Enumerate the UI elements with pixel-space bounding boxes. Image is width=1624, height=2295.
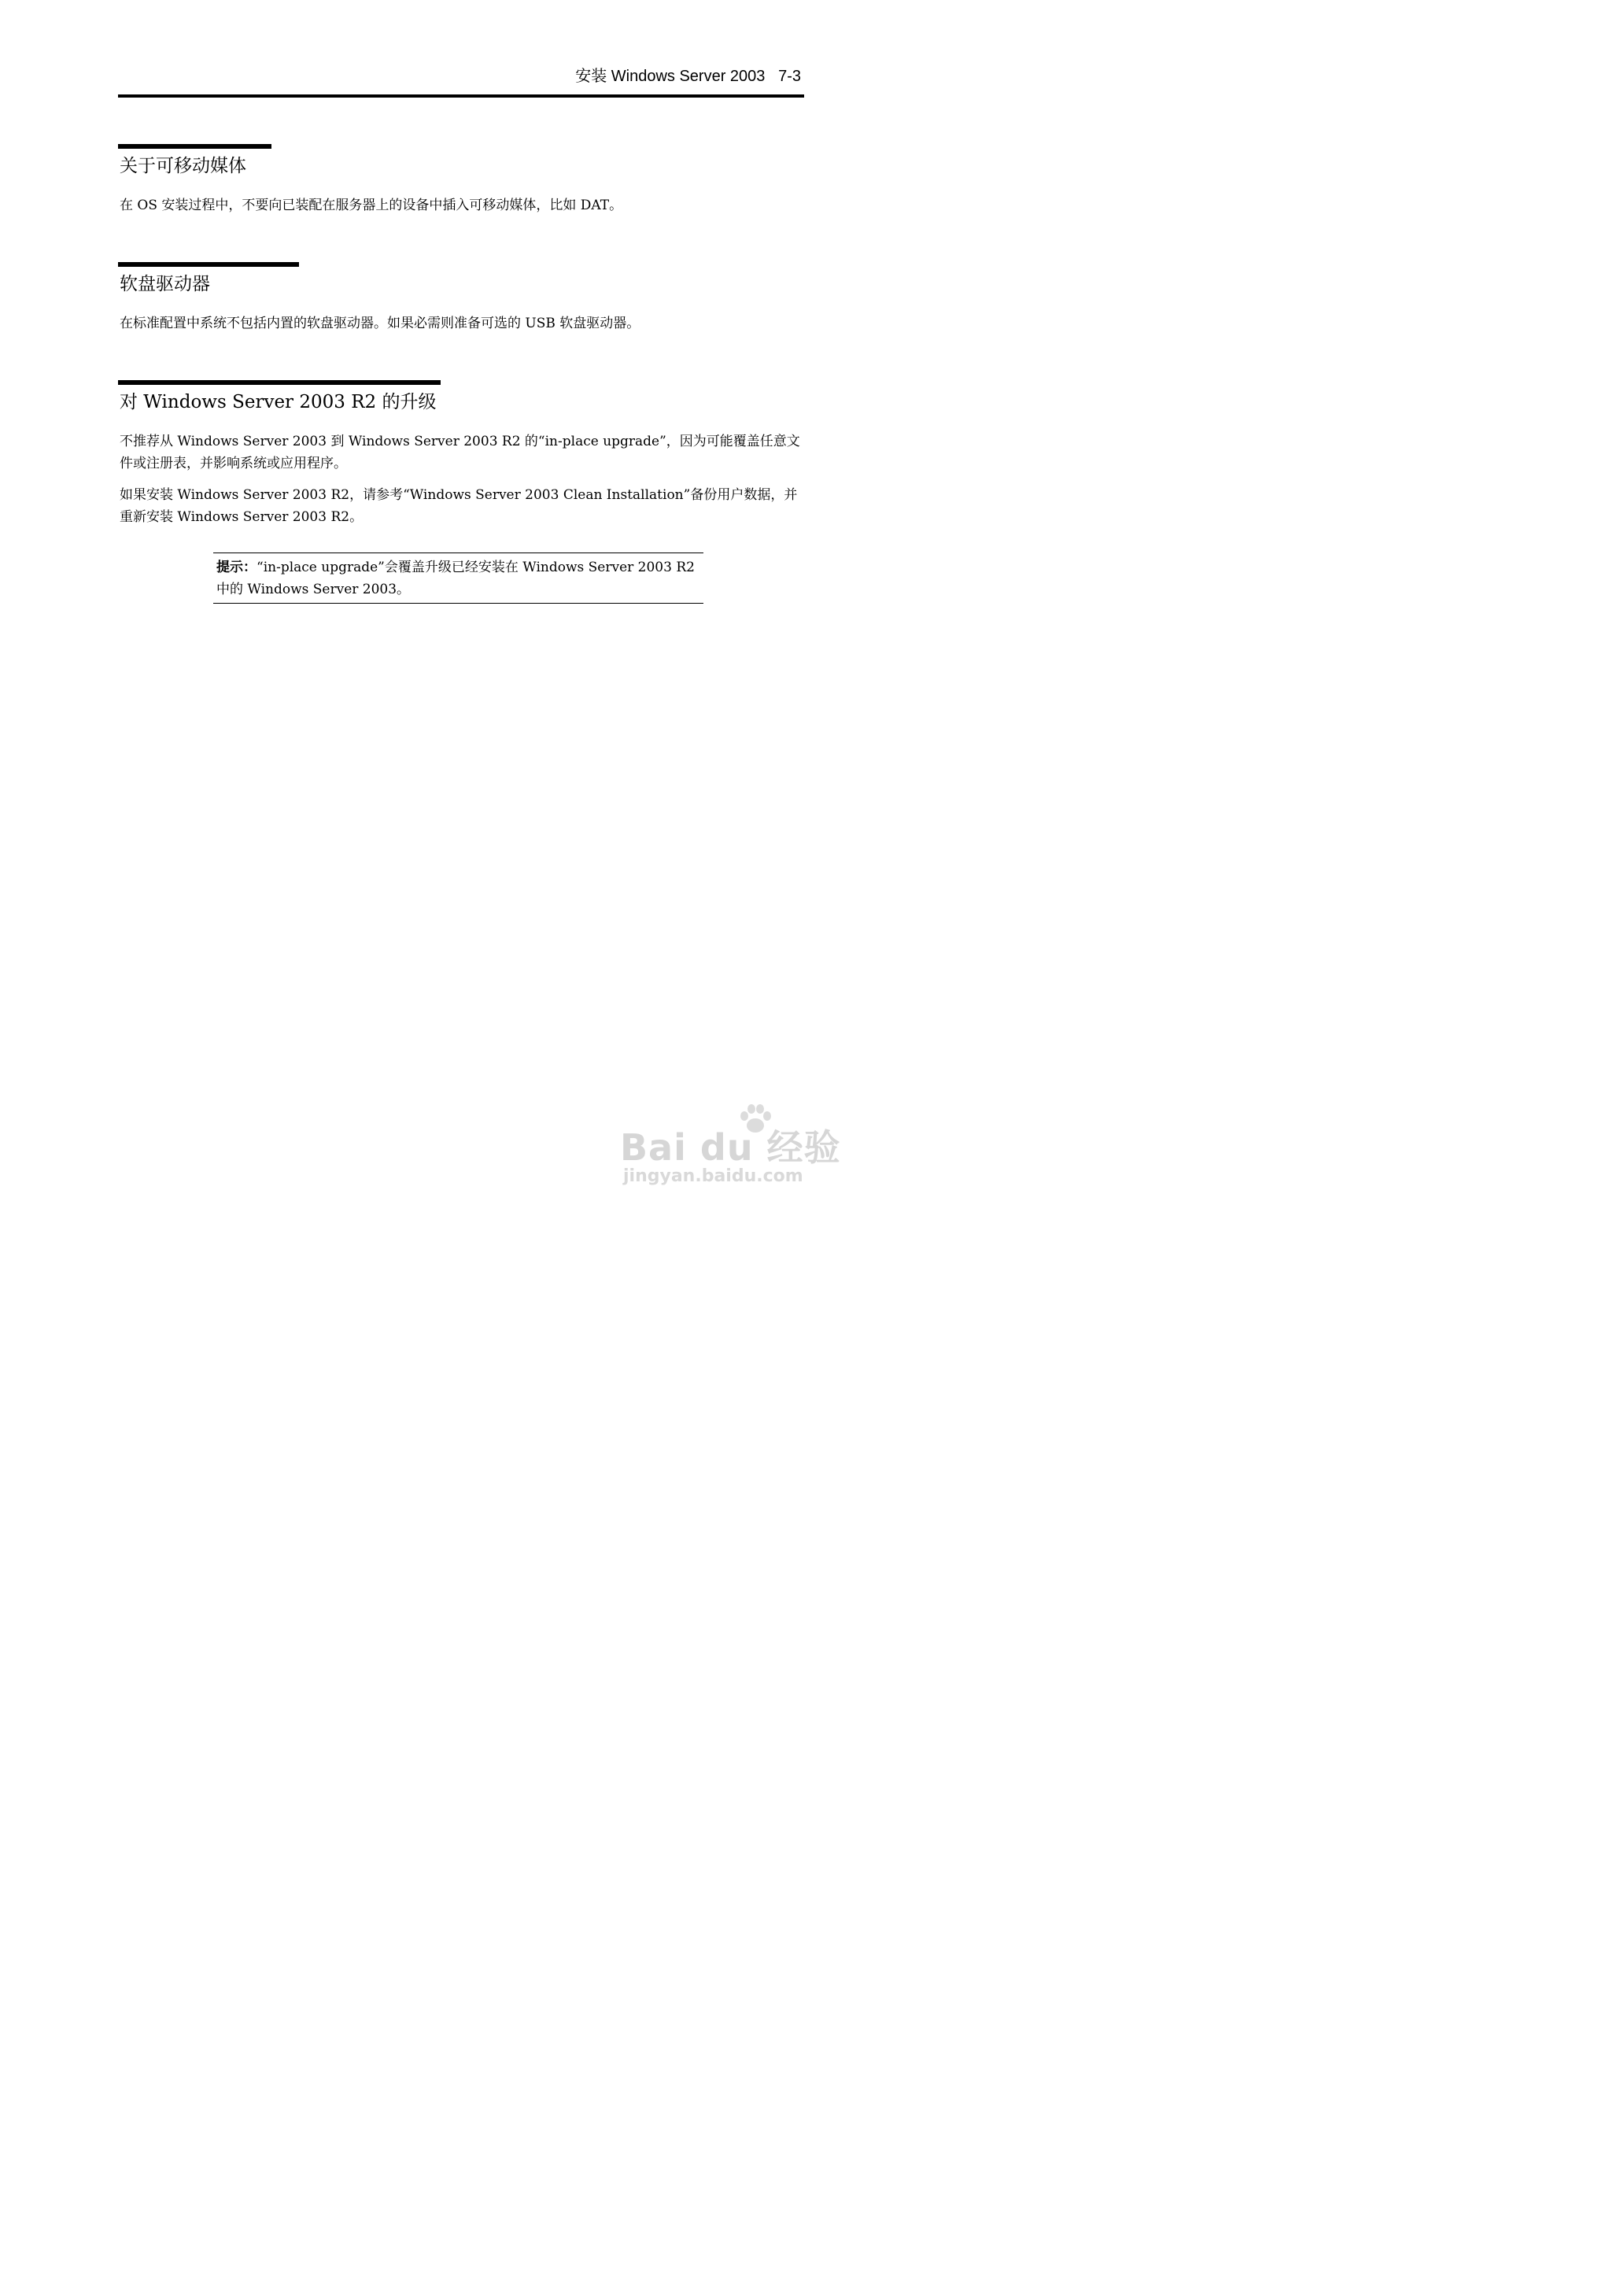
section-title: 软盘驱动器	[120, 274, 210, 294]
section-title: 关于可移动媒体	[120, 156, 246, 176]
section-removable-media	[120, 144, 804, 216]
watermark-url: jingyan.baidu.com	[623, 1166, 803, 1186]
header-title: 安装 Windows Server 2003	[575, 68, 766, 85]
header-title-line	[575, 63, 801, 86]
section-paragraph: 如果安装 Windows Server 2003 R2，请参考“Windows Server 2003 Clean Installation”备份用户数据，并重新安装 Windows Server 2003 R2。	[120, 487, 798, 525]
page-header	[118, 61, 804, 98]
note-label: 提示：	[216, 560, 257, 575]
section-rule	[118, 262, 299, 267]
note-box	[213, 552, 703, 604]
watermark-brand: Bai du 经验	[620, 1126, 841, 1169]
section-rule	[118, 380, 441, 385]
section-title: 对 Windows Server 2003 R2 的升级	[120, 392, 437, 412]
section-floppy-drive	[120, 262, 804, 334]
note-text: “in-place upgrade”会覆盖升级已经安装在 Windows Server 2003 R2 中的 Windows Server 2003。	[216, 560, 695, 597]
section-paragraph: 不推荐从 Windows Server 2003 到 Windows Server 2003 R2 的“in-place upgrade”，因为可能覆盖任意文件或注册表，并影响系统或应用程序。	[120, 434, 800, 471]
page-number: 7-3	[778, 68, 801, 85]
section-rule	[118, 144, 271, 149]
section-paragraph: 在标准配置中系统不包括内置的软盘驱动器。如果必需则准备可选的 USB 软盘驱动器。	[120, 316, 640, 331]
section-paragraph: 在 OS 安装过程中，不要向已装配在服务器上的设备中插入可移动媒体，比如 DAT。	[120, 198, 623, 213]
baidu-watermark	[620, 1100, 840, 1203]
section-r2-upgrade	[120, 380, 804, 528]
